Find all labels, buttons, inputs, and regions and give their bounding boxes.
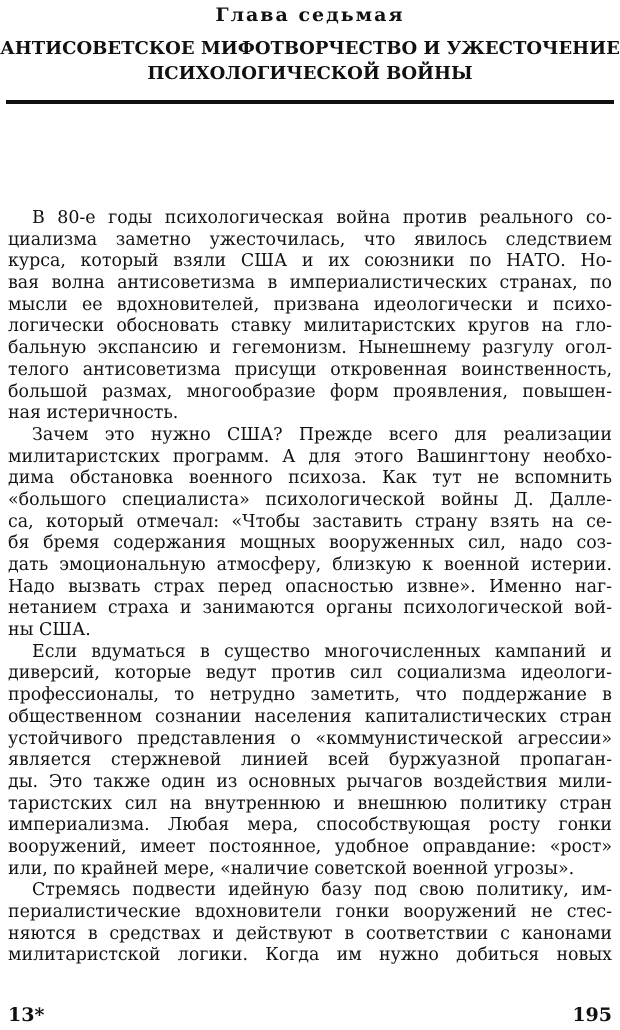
- text-line: бальную экспансию и гегемонизм. Нынешнему разгулу огол-: [8, 338, 612, 359]
- text-line: диверсий, которые ведут против сил социализма идеологи-: [8, 663, 612, 684]
- text-line: телого антисоветизма присущи откровенная воинственность,: [8, 359, 613, 380]
- text-line: нетанием страха и занимаются органы психологической вой-: [8, 598, 613, 619]
- text-line: Стремясь подвести идейную базу под свою политику, им-: [32, 880, 612, 901]
- text-line: курса, который взяли США и их союзники по НАТО. Но-: [8, 251, 613, 272]
- text-line: ная истеричность.: [8, 403, 179, 424]
- text-line: таристских сил на внутреннюю и внешнюю политику стран: [8, 793, 612, 814]
- text-line: большой размах, многообразие форм проявления, повышен-: [8, 381, 613, 402]
- text-line: дать эмоциональную атмосферу, близкую к военной истерии.: [8, 555, 612, 575]
- chapter-title-line: ПСИХОЛОГИЧЕСКОЙ ВОЙНЫ: [147, 63, 473, 84]
- text-line: логически обосновать ставку милитаристских кругов на гло-: [8, 316, 612, 337]
- text-line: Надо вызвать страх перед опасностью извне». Именно наг-: [8, 576, 612, 597]
- text-line: милитаристской логики. Когда им нужно добиться новых: [8, 945, 612, 966]
- text-line: ды. Это также один из основных рычагов воздействия мили-: [8, 771, 612, 792]
- text-line: вооружений, имеет постоянное, удобное оправдание: «рост»: [8, 836, 612, 857]
- text-line: устойчивого представления о «коммунистической агрессии»: [8, 728, 613, 749]
- text-line: няются в средствах и действуют в соответствии с канонами: [8, 923, 612, 944]
- text-line: дима обстановка военного психоза. Как тут не вспомнить: [8, 468, 612, 489]
- text-line: Если вдуматься в существо многочисленных кампаний и: [32, 641, 613, 662]
- text-line: является стержневой линией всей буржуазной пропаган-: [8, 750, 612, 771]
- page-footer: [8, 1004, 612, 1028]
- page-number: 195: [572, 1004, 612, 1026]
- chapter-title: [0, 36, 620, 86]
- text-line: вая волна антисоветизма в империалистических странах, по: [8, 273, 613, 294]
- text-line: периалистические вдохновители гонки вооружений не стес-: [8, 902, 612, 922]
- text-line: са, который отмечал: «Чтобы заставить страну взять на се-: [8, 511, 612, 532]
- text-line: империализма. Любая мера, способствующая росту гонки: [8, 815, 612, 836]
- text-line: мысли ее вдохновителей, призвана идеологически и психо-: [8, 294, 612, 315]
- text-line: ны США.: [8, 620, 91, 641]
- text-line: циализма заметно ужесточилась, что явилось следствием: [8, 229, 613, 250]
- text-line: милитаристских программ. А для этого Вашингтону необхо-: [8, 446, 613, 467]
- text-line: или, по крайней мере, «наличие советской военной угрозы».: [8, 858, 575, 879]
- text-line: В 80-е годы психологическая война против реального со-: [32, 208, 612, 228]
- text-line: профессионалы, то нетрудно заметить, что поддержание в: [8, 685, 612, 706]
- chapter-title-line: АНТИСОВЕТСКОЕ МИФОТВОРЧЕСТВО И УЖЕСТОЧЕНИЕ: [0, 38, 620, 59]
- signature-mark: 13*: [8, 1004, 45, 1026]
- chapter-body-text: [8, 208, 612, 967]
- chapter-label: Глава седьмая: [215, 4, 405, 26]
- text-line: Зачем это нужно США? Прежде всего для реализации: [32, 424, 612, 445]
- title-divider: [6, 100, 614, 104]
- text-line: «большого специалиста» психологической войны Д. Далле-: [8, 489, 612, 510]
- text-line: общественном сознании населения капиталистических стран: [8, 706, 613, 727]
- text-line: бя бремя содержания мощных вооруженных сил, надо соз-: [8, 533, 613, 554]
